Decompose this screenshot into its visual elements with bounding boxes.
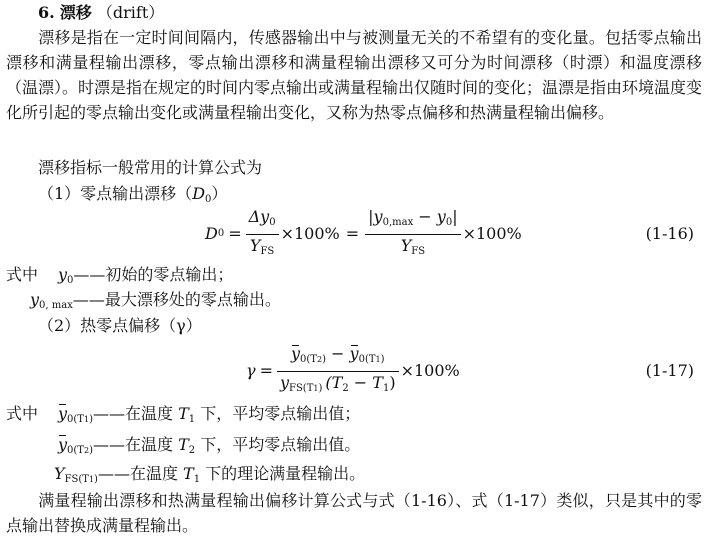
eq2-times: ×100% [400,361,460,380]
paragraph-drift-definition [6,25,702,125]
equation-1-17 [246,345,702,397]
def5-sub [65,474,98,485]
eq2-num-b-sub-3: ) [380,353,385,365]
eq1-equals-2: = [345,224,360,243]
eq1-frac1-den: Y [249,235,261,255]
definition-y0 [6,264,233,292]
def3-t: T [178,404,189,423]
def4-tsub: 2 [188,445,196,456]
eq2-num-a-sub-1: 0(T [300,353,317,365]
eq1-frac1-num-sub: 0 [269,216,276,228]
def3-symbol: y [58,404,68,423]
eq1-frac2-num-sub: 0,max [382,216,414,228]
eq1-lhs-sub: 0 [217,228,225,239]
def4-t: T [178,435,189,454]
def4-sub-2: 2 [83,446,90,455]
def5-text2: 下的理论满量程输出。 [200,464,366,483]
eq2-num-a-sub-2: 2 [316,354,323,364]
eq2-num-b-sub-1: 0(T [358,353,376,365]
def3-sub-1: 0(T [67,414,84,425]
def3-sub-2: 1 [83,415,90,424]
eq1-frac2-num: |y [368,206,383,226]
eq2-den-b-sub2: 1 [382,382,390,394]
paragraph-full-scale-drift [6,488,702,538]
item1-text: （1）零点输出漂移（ [38,184,193,203]
def5-symbol: Y [54,464,65,483]
definition-y0max [30,289,281,317]
eq2-lhs: γ [246,361,256,380]
eq1-lhs: D [205,224,218,243]
item1-subscript: 0 [205,194,212,205]
eq2-num-b: y [349,343,359,363]
def4-sub-1: 0(T [67,445,84,456]
def3-text: ——在温度 [92,404,179,423]
def2-sub: 0, max [39,300,73,311]
def2-symbol: y [30,290,40,309]
paragraph-formula-intro [38,157,262,179]
def2-text: ——最大漂移处的零点输出。 [72,290,281,309]
eq2-den-b-mid: − T [348,372,383,392]
eq2-den-b-sub: 2 [342,382,349,394]
def5-text: ——在温度 [97,464,184,483]
eq2-num-minus: − [325,343,350,363]
eq2-den-a-sub-1: FS(T [289,382,314,394]
section-heading [38,2,164,24]
eq2-den-a: y [279,372,290,392]
eq1-frac2-num-sub2: 0 [445,216,453,228]
eq2-num-a-sub-3: ) [322,353,326,365]
def4-text: ——在温度 [92,435,179,454]
eq2-number: (1-17) [645,361,694,380]
heading-title: 漂移 [59,3,92,22]
item1-close: ） [211,184,228,203]
def5-tsub: 1 [193,474,201,485]
eq2-den-a-sub-3: ) [318,382,323,394]
def3-tsub: 1 [188,414,196,425]
eq2-fraction [277,344,399,399]
def4-symbol: y [58,435,68,454]
eq1-frac1-num: Δy [248,206,270,226]
eq2-num-a: y [290,343,301,363]
def1-prefix: 式中 [6,265,39,284]
def3-sub-3: ) [89,414,93,425]
def1-symbol: y [58,265,68,284]
item2-text: （2）热零点偏移（γ） [38,316,202,335]
def4-text2: 下，平均零点输出值。 [195,435,361,454]
def3-sub [67,414,93,425]
equation-1-16 [205,208,702,260]
paragraph-drift-text: 漂移是指在一定时间间隔内，传感器输出中与被测量无关的不希望有的变化量。包括零点输出漂移和满量程输出漂移，零点输出漂移和满量程输出漂移又可分为时间漂移（时漂）和温度漂移（温漂）。时漂是指在规定的时间内零点输出或满量程输出仅随时间的变化；温漂是指由环境温度变化所引起的零点输出变化或满量程输出变化，又称为热零点偏移和热满量程输出偏移。 [6,28,703,122]
eq1-frac2-num-end: | [452,206,458,226]
eq1-number: (1-16) [645,224,694,243]
eq1-times-2: ×100% [462,224,522,243]
definition-y0T2 [58,434,360,462]
heading-number: 6. [38,3,55,22]
eq1-frac1-den-sub: FS [260,245,275,257]
item-zero-drift [38,183,227,211]
eq1-equals: = [228,224,242,243]
eq1-fraction-2 [365,207,460,262]
eq1-fraction-1 [246,207,279,262]
eq1-frac2-num-mid: − y [413,206,446,226]
def1-sub: 0 [67,275,74,286]
eq2-num-b-sub [359,354,385,365]
def3-prefix: 式中 [6,404,39,423]
item1-symbol: D [192,184,206,203]
formula-intro-text: 漂移指标一般常用的计算公式为 [38,158,263,177]
definition-YFST1 [54,463,365,491]
def1-text: ——初始的零点输出； [73,265,234,284]
eq2-den-a-sub-2: 1 [313,383,319,393]
eq2-den-a-sub [289,383,322,394]
eq2-num-a-sub [300,354,326,365]
def5-sub-1: FS(T [64,474,89,485]
def4-sub [67,445,93,456]
def4-sub-3: ) [89,445,93,456]
eq2-den-b-end: ) [389,372,396,392]
def5-sub-3: ) [94,474,98,485]
eq1-frac2-den-sub: FS [411,245,426,257]
def5-sub-2: 1 [88,475,95,484]
eq1-times-1: ×100% [280,224,340,243]
def3-text2: 下，平均零点输出值； [195,404,361,423]
eq1-frac2-den: Y [400,235,412,255]
definition-y0T1 [6,403,360,431]
item-thermal-zero-shift [38,315,202,337]
heading-term: （drift） [96,3,165,22]
eq2-equals: = [259,361,273,380]
def5-t: T [183,464,194,483]
eq2-num-b-sub-2: 1 [375,354,381,364]
paragraph-full-scale-text: 满量程输出漂移和热满量程输出偏移计算公式与式（1-16）、式（1-17）类似，只是其中的零点输出替换成满量程输出。 [6,491,702,535]
eq2-den-b: (T [325,372,343,392]
